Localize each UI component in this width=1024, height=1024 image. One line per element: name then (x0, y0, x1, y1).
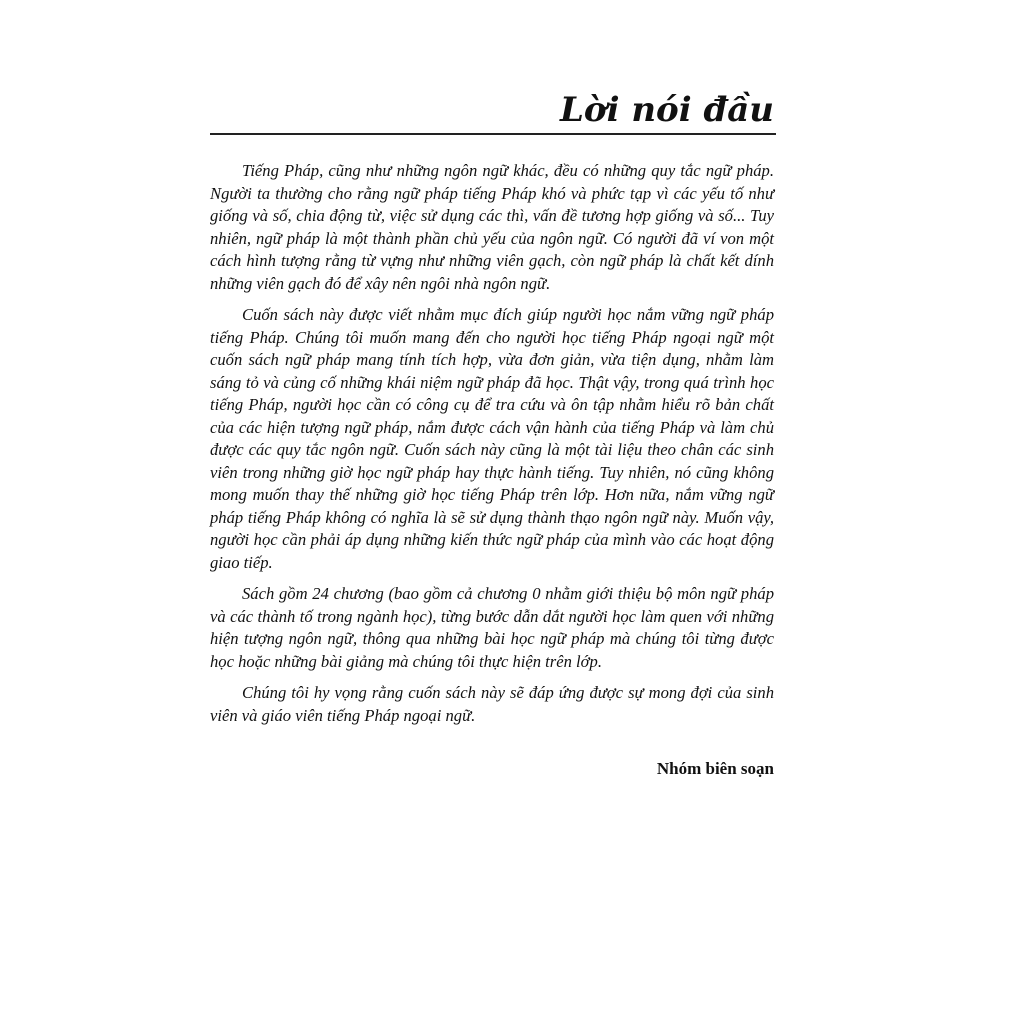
paragraph-1: Tiếng Pháp, cũng như những ngôn ngữ khác, đều có những quy tắc ngữ pháp. Người ta thường cho rằng ngữ pháp tiếng Pháp khó và phức tạp vì các yếu tố như giống và số, chia động từ, việc sử dụng các thì, vấn đề tương hợp giống và số... Tuy nhiên, ngữ pháp là một thành phần chủ yếu của ngôn ngữ. Có người đã ví von một cách hình tượng rằng từ vựng như những viên gạch, còn ngữ pháp là chất kết dính những viên gạch đó để xây nên ngôi nhà ngôn ngữ. (210, 161, 774, 293)
page-title: Lời nói đầu (559, 90, 774, 130)
paragraph-2: Cuốn sách này được viết nhằm mục đích giúp người học nắm vững ngữ pháp tiếng Pháp. Chúng tôi muốn mang đến cho người học tiếng Pháp ngoại ngữ một cuốn sách ngữ pháp mang tính tích hợp, vừa đơn giản, vừa tiện dụng, nhằm làm sáng tỏ và củng cố những khái niệm ngữ pháp đã học. Thật vậy, trong quá trình học tiếng Pháp, người học cần có công cụ để tra cứu và ôn tập nhằm hiểu rõ bản chất của các hiện tượng ngữ pháp, nắm được cách vận hành của tiếng Pháp và làm chủ được các quy tắc ngôn ngữ. Cuốn sách này cũng là một tài liệu theo chân các sinh viên trong những giờ học ngữ pháp hay thực hành tiếng. Tuy nhiên, nó cũng không mong muốn thay thế những giờ học tiếng Pháp trên lớp. Hơn nữa, nắm vững ngữ pháp tiếng Pháp không có nghĩa là sẽ sử dụng thành thạo ngôn ngữ này. Muốn vậy, người học cần phải áp dụng những kiến thức ngữ pháp của mình vào các hoạt động giao tiếp. (210, 305, 774, 572)
title-divider (210, 133, 776, 135)
author-signature: Nhóm biên soạn (656, 759, 774, 778)
paragraph-4: Chúng tôi hy vọng rằng cuốn sách này sẽ đáp ứng được sự mong đợi của sinh viên và giáo viên tiếng Pháp ngoại ngữ. (210, 683, 774, 725)
preface-body (210, 160, 774, 736)
paragraph-3: Sách gồm 24 chương (bao gồm cả chương 0 nhằm giới thiệu bộ môn ngữ pháp và các thành tố trong ngành học), từng bước dẫn dắt người học làm quen với những hiện tượng ngôn ngữ, thông qua những bài học ngữ pháp mà chúng tôi từng được học hoặc những bài giảng mà chúng tôi thực hiện trên lớp. (210, 584, 774, 671)
